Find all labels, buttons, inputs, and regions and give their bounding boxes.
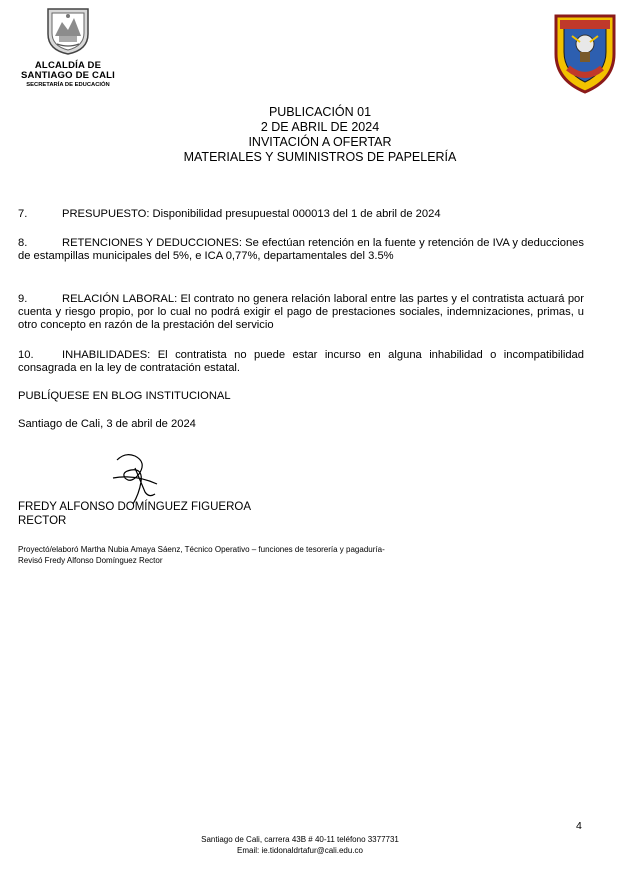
publish-note: PUBLÍQUESE EN BLOG INSTITUCIONAL: [18, 390, 231, 402]
credits: [18, 545, 385, 566]
alcaldia-name-line2: SANTIAGO DE CALI: [21, 70, 115, 81]
signer-role: RECTOR: [18, 515, 67, 527]
signer-name: FREDY ALFONSO DOMÍNGUEZ FIGUEROA: [18, 501, 252, 513]
invitation-heading: INVITACIÓN A OFERTAR: [248, 135, 392, 149]
school-shield-logo: [550, 8, 620, 94]
publication-number: PUBLICACIÓN 01: [268, 105, 372, 119]
section-disqualifications: [18, 349, 584, 375]
section-number: 7.: [18, 208, 28, 220]
page-footer: [0, 834, 640, 856]
section-budget: [18, 208, 584, 221]
publication-date: 2 DE ABRIL DE 2024: [260, 120, 380, 134]
section-text: PRESUPUESTO: Disponibilidad presupuestal 000013 del 1 de abril de 2024: [62, 208, 441, 220]
footer-email: Email: ie.tidonaldrtafur@cali.edu.co: [237, 846, 363, 855]
footer-address: Santiago de Cali, carrera 43B # 40-11 teléfono 3377731: [201, 835, 399, 844]
section-number: 8.: [18, 237, 28, 249]
document-title: [0, 105, 640, 165]
alcaldia-logo: [18, 6, 118, 89]
alcaldia-name-line1: ALCALDÍA DE: [34, 60, 102, 71]
section-text: RELACIÓN LABORAL: El contrato no genera relación laboral entre las partes y el contratista actuará por cuenta y riesgo propio, por lo cual no podrá exigir el pago de prestaciones sociales, indemnizaciones, primas, u otro concepto en razón de la prestación del servicio: [18, 293, 584, 331]
alcaldia-subtitle: SECRETARÍA DE EDUCACIÓN: [26, 82, 110, 88]
section-withholdings: [18, 237, 584, 263]
place-date: Santiago de Cali, 3 de abril de 2024: [18, 418, 196, 430]
prepared-by: Proyectó/elaboró Martha Nubia Amaya Sáenz, Técnico Operativo – funciones de tesorería y pagaduría-: [18, 545, 385, 554]
section-number: 10.: [18, 349, 34, 361]
page-number: 4: [576, 820, 582, 832]
section-labor-relation: [18, 293, 584, 332]
invitation-subject: MATERIALES Y SUMINISTROS DE PAPELERÍA: [183, 150, 457, 164]
school-shield-icon: [550, 8, 620, 94]
handwritten-signature: [95, 448, 185, 508]
section-text: RETENCIONES Y DEDUCCIONES: Se efectúan retención en la fuente y retención de IVA y deducciones de estampillas municipales del 5%, e ICA 0,77%, departamentales del 3.5%: [18, 237, 584, 262]
section-text: INHABILIDADES: El contratista no puede estar incurso en alguna inhabilidad o incompatibilidad consagrada en la ley de contratación estatal.: [18, 349, 584, 374]
section-number: 9.: [18, 293, 28, 305]
signer-block: [18, 500, 251, 528]
city-coat-of-arms-icon: [45, 6, 91, 56]
reviewed-by: Revisó Fredy Alfonso Domínguez Rector: [18, 555, 163, 565]
